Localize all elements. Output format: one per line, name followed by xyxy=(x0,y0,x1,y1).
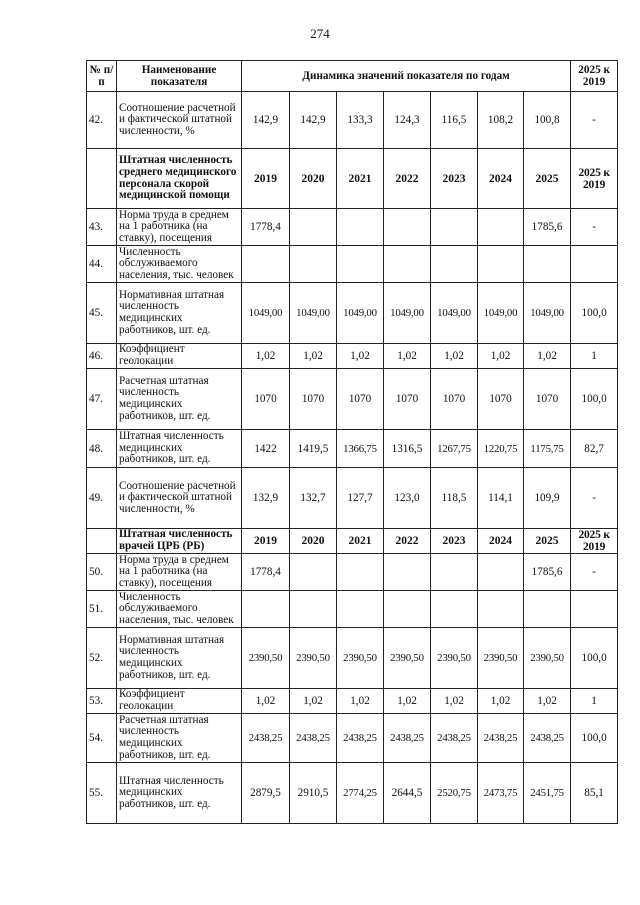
year-value-cell xyxy=(478,554,524,591)
page-number: 274 xyxy=(310,26,330,41)
header-num: № п/п xyxy=(87,61,117,92)
year-value-cell: 2438,25 xyxy=(384,714,431,763)
year-value-cell xyxy=(384,246,431,283)
year-value-cell xyxy=(478,591,524,628)
year-value-cell: 1785,6 xyxy=(524,209,571,246)
year-value-cell: 2390,50 xyxy=(524,628,571,689)
table-row xyxy=(87,689,618,714)
year-value-cell: 1,02 xyxy=(431,344,478,369)
year-value-cell: 1267,75 xyxy=(431,430,478,468)
table-row xyxy=(87,591,618,628)
year-value-cell: 2022 xyxy=(384,529,431,554)
year-value-cell: 142,9 xyxy=(290,92,337,149)
year-value-cell: 2020 xyxy=(290,149,337,209)
year-value-cell: 132,7 xyxy=(290,468,337,529)
section-title: Штатная численность врачей ЦРБ (РБ) xyxy=(117,529,242,554)
ratio-cell: 85,1 xyxy=(571,763,618,824)
year-value-cell: 2023 xyxy=(431,529,478,554)
row-number: 48. xyxy=(87,430,117,468)
table-row xyxy=(87,554,618,591)
year-value-cell: 1,02 xyxy=(524,344,571,369)
year-value-cell: 123,0 xyxy=(384,468,431,529)
year-value-cell: 1049,00 xyxy=(384,283,431,344)
indicator-name: Численность обслуживаемого населения, тыс. человек xyxy=(117,246,242,283)
year-value-cell: 2390,50 xyxy=(337,628,384,689)
year-value-cell: 1070 xyxy=(337,369,384,430)
year-value-cell: 2473,75 xyxy=(478,763,524,824)
table-row xyxy=(87,246,618,283)
year-value-cell: 108,2 xyxy=(478,92,524,149)
year-value-cell: 1,02 xyxy=(431,689,478,714)
year-value-cell: 2390,50 xyxy=(242,628,290,689)
ratio-cell: 2025 к 2019 xyxy=(571,149,618,209)
ratio-cell: 82,7 xyxy=(571,430,618,468)
table-row xyxy=(87,430,618,468)
year-value-cell: 142,9 xyxy=(242,92,290,149)
header-name: Наименование показателя xyxy=(117,61,242,92)
section-row xyxy=(87,529,618,554)
year-value-cell: 133,3 xyxy=(337,92,384,149)
indicator-name: Численность обслуживаемого населения, тыс. человек xyxy=(117,591,242,628)
row-number: 43. xyxy=(87,209,117,246)
year-value-cell xyxy=(384,591,431,628)
year-value-cell: 2022 xyxy=(384,149,431,209)
row-number: 54. xyxy=(87,714,117,763)
header-2025-vs-2019: 2025 к 2019 xyxy=(571,61,618,92)
year-value-cell: 1422 xyxy=(242,430,290,468)
year-value-cell xyxy=(431,554,478,591)
year-value-cell: 1,02 xyxy=(384,689,431,714)
row-number: 55. xyxy=(87,763,117,824)
year-value-cell: 2024 xyxy=(478,149,524,209)
year-value-cell: 1049,00 xyxy=(478,283,524,344)
year-value-cell: 114,1 xyxy=(478,468,524,529)
year-value-cell: 2023 xyxy=(431,149,478,209)
year-value-cell: 2438,25 xyxy=(337,714,384,763)
row-number: 47. xyxy=(87,369,117,430)
year-value-cell xyxy=(337,209,384,246)
year-value-cell xyxy=(384,209,431,246)
indicator-table xyxy=(86,60,618,824)
year-value-cell: 100,8 xyxy=(524,92,571,149)
indicator-name: Коэффициент геолокации xyxy=(117,344,242,369)
year-value-cell xyxy=(337,554,384,591)
table-row xyxy=(87,92,618,149)
year-value-cell: 2019 xyxy=(242,529,290,554)
year-value-cell: 1049,00 xyxy=(431,283,478,344)
year-value-cell: 1049,00 xyxy=(524,283,571,344)
year-value-cell: 1070 xyxy=(524,369,571,430)
year-value-cell: 116,5 xyxy=(431,92,478,149)
indicator-name: Штатная численность медицинских работников, шт. ед. xyxy=(117,763,242,824)
ratio-cell: 1 xyxy=(571,344,618,369)
row-number: 52. xyxy=(87,628,117,689)
year-value-cell: 1,02 xyxy=(478,689,524,714)
year-value-cell: 2024 xyxy=(478,529,524,554)
header-dynamics: Динамика значений показателя по годам xyxy=(242,61,571,92)
ratio-cell: - xyxy=(571,92,618,149)
indicator-name: Норма труда в среднем на 1 работника (на ставку), посещения xyxy=(117,554,242,591)
year-value-cell: 2025 xyxy=(524,149,571,209)
year-value-cell xyxy=(524,246,571,283)
year-value-cell: 1070 xyxy=(242,369,290,430)
year-value-cell: 2879,5 xyxy=(242,763,290,824)
indicator-name: Норма труда в среднем на 1 работника (на ставку), посещения xyxy=(117,209,242,246)
indicator-name: Соотношение расчетной и фактической штатной численности, % xyxy=(117,92,242,149)
ratio-cell: 100,0 xyxy=(571,369,618,430)
year-value-cell: 1049,00 xyxy=(242,283,290,344)
year-value-cell: 1,02 xyxy=(242,689,290,714)
year-value-cell: 1,02 xyxy=(524,689,571,714)
indicator-name: Соотношение расчетной и фактической штатной численности, % xyxy=(117,468,242,529)
row-number: 46. xyxy=(87,344,117,369)
year-value-cell xyxy=(478,246,524,283)
year-value-cell: 1366,75 xyxy=(337,430,384,468)
year-value-cell xyxy=(431,209,478,246)
year-value-cell: 2021 xyxy=(337,529,384,554)
year-value-cell: 1778,4 xyxy=(242,554,290,591)
year-value-cell xyxy=(478,209,524,246)
row-number: 53. xyxy=(87,689,117,714)
year-value-cell: 2774,25 xyxy=(337,763,384,824)
year-value-cell: 2451,75 xyxy=(524,763,571,824)
year-value-cell xyxy=(290,591,337,628)
year-value-cell: 2644,5 xyxy=(384,763,431,824)
row-number: 44. xyxy=(87,246,117,283)
year-value-cell: 2021 xyxy=(337,149,384,209)
indicator-name: Расчетная штатная численность медицинских работников, шт. ед. xyxy=(117,714,242,763)
year-value-cell xyxy=(290,554,337,591)
year-value-cell: 124,3 xyxy=(384,92,431,149)
row-number: 51. xyxy=(87,591,117,628)
year-value-cell: 2020 xyxy=(290,529,337,554)
ratio-cell xyxy=(571,591,618,628)
year-value-cell xyxy=(337,591,384,628)
year-value-cell: 1785,6 xyxy=(524,554,571,591)
year-value-cell: 109,9 xyxy=(524,468,571,529)
ratio-cell: 2025 к 2019 xyxy=(571,529,618,554)
year-value-cell: 1,02 xyxy=(337,344,384,369)
ratio-cell: 100,0 xyxy=(571,628,618,689)
table-row xyxy=(87,468,618,529)
ratio-cell: 100,0 xyxy=(571,714,618,763)
year-value-cell: 2910,5 xyxy=(290,763,337,824)
year-value-cell: 2438,25 xyxy=(524,714,571,763)
indicator-name: Нормативная штатная численность медицинских работников, шт. ед. xyxy=(117,283,242,344)
header-row xyxy=(87,61,618,92)
year-value-cell: 2390,50 xyxy=(431,628,478,689)
year-value-cell: 2438,25 xyxy=(431,714,478,763)
year-value-cell: 2019 xyxy=(242,149,290,209)
table-row xyxy=(87,344,618,369)
table-row xyxy=(87,763,618,824)
table-row xyxy=(87,209,618,246)
row-number xyxy=(87,529,117,554)
indicator-name: Коэффициент геолокации xyxy=(117,689,242,714)
year-value-cell: 1778,4 xyxy=(242,209,290,246)
indicator-name: Нормативная штатная численность медицинских работников, шт. ед. xyxy=(117,628,242,689)
year-value-cell xyxy=(242,246,290,283)
table-row xyxy=(87,714,618,763)
year-value-cell: 132,9 xyxy=(242,468,290,529)
year-value-cell: 2438,25 xyxy=(290,714,337,763)
section-title: Штатная численность среднего медицинского персонала скорой медицинской помощи xyxy=(117,149,242,209)
year-value-cell: 1,02 xyxy=(384,344,431,369)
year-value-cell: 1070 xyxy=(431,369,478,430)
year-value-cell: 1049,00 xyxy=(337,283,384,344)
year-value-cell xyxy=(384,554,431,591)
year-value-cell: 1070 xyxy=(384,369,431,430)
year-value-cell: 1070 xyxy=(290,369,337,430)
ratio-cell: 100,0 xyxy=(571,283,618,344)
year-value-cell: 1,02 xyxy=(242,344,290,369)
year-value-cell xyxy=(290,209,337,246)
year-value-cell: 2438,25 xyxy=(242,714,290,763)
table-row xyxy=(87,628,618,689)
year-value-cell xyxy=(242,591,290,628)
ratio-cell: 1 xyxy=(571,689,618,714)
year-value-cell: 2390,50 xyxy=(290,628,337,689)
year-value-cell: 1049,00 xyxy=(290,283,337,344)
year-value-cell xyxy=(431,246,478,283)
ratio-cell xyxy=(571,246,618,283)
year-value-cell: 1419,5 xyxy=(290,430,337,468)
year-value-cell: 2390,50 xyxy=(478,628,524,689)
year-value-cell: 2025 xyxy=(524,529,571,554)
year-value-cell: 127,7 xyxy=(337,468,384,529)
year-value-cell: 2438,25 xyxy=(478,714,524,763)
year-value-cell: 1175,75 xyxy=(524,430,571,468)
row-number: 42. xyxy=(87,92,117,149)
section-row xyxy=(87,149,618,209)
year-value-cell: 1220,75 xyxy=(478,430,524,468)
year-value-cell xyxy=(524,591,571,628)
row-number: 49. xyxy=(87,468,117,529)
year-value-cell: 1070 xyxy=(478,369,524,430)
year-value-cell: 2390,50 xyxy=(384,628,431,689)
ratio-cell: - xyxy=(571,554,618,591)
row-number: 50. xyxy=(87,554,117,591)
year-value-cell: 1,02 xyxy=(478,344,524,369)
indicator-name: Штатная численность медицинских работников, шт. ед. xyxy=(117,430,242,468)
year-value-cell: 1,02 xyxy=(290,689,337,714)
row-number xyxy=(87,149,117,209)
year-value-cell xyxy=(431,591,478,628)
ratio-cell: - xyxy=(571,468,618,529)
ratio-cell: - xyxy=(571,209,618,246)
year-value-cell: 1,02 xyxy=(290,344,337,369)
year-value-cell: 118,5 xyxy=(431,468,478,529)
table-row xyxy=(87,283,618,344)
year-value-cell: 1316,5 xyxy=(384,430,431,468)
year-value-cell: 2520,75 xyxy=(431,763,478,824)
indicator-name: Расчетная штатная численность медицинских работников, шт. ед. xyxy=(117,369,242,430)
row-number: 45. xyxy=(87,283,117,344)
year-value-cell xyxy=(290,246,337,283)
year-value-cell xyxy=(337,246,384,283)
year-value-cell: 1,02 xyxy=(337,689,384,714)
table-row xyxy=(87,369,618,430)
